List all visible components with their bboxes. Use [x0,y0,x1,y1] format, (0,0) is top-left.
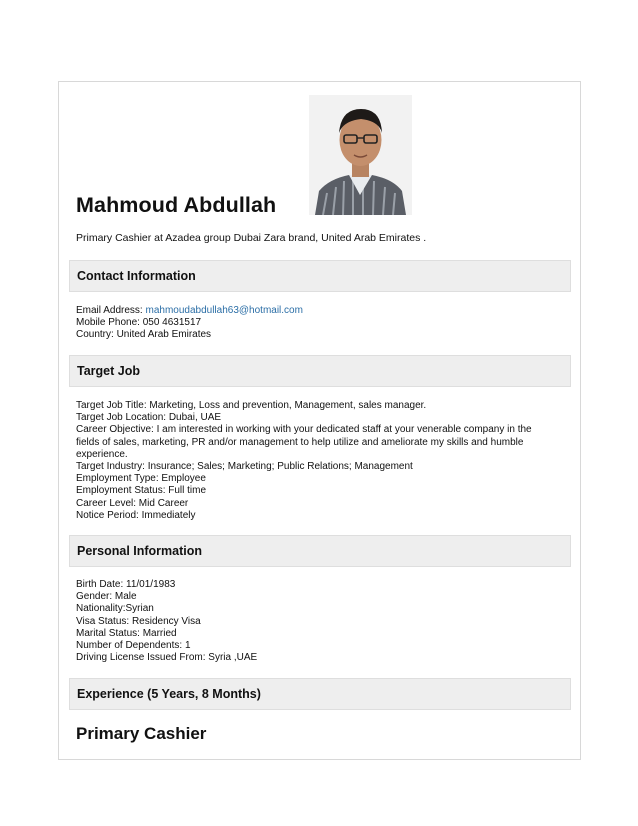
target-job-line: Notice Period: Immediately [76,509,196,521]
target-job-line: Target Industry: Insurance; Sales; Marketing; Public Relations; Management [76,461,413,473]
email-link[interactable]: mahmoudabdullah63@hotmail.com [145,305,303,316]
target-job-line: Target Job Title: Marketing, Loss and prevention, Management, sales manager. [76,400,427,411]
section-header-target-job [69,355,571,387]
country-row: Country: United Arab Emirates [76,329,212,341]
personal-line: Marital Status: Married [76,627,177,639]
target-job-line: Employment Status: Full time [76,485,207,497]
candidate-headline: Primary Cashier at Azadea group Dubai Zara brand, United Arab Emirates . [76,232,427,244]
resume-page [58,81,581,760]
email-label: Email Address: [76,305,143,316]
target-job-line: Career Objective: I am interested in working with your dedicated staff at your venerable company in the fields of sales, marketing, PR and/or management to help utilize and ameliorate my skills and humble experience. [76,424,532,460]
target-job-line: Employment Type: Employee [76,473,206,485]
personal-line: Visa Status: Residency Visa [76,615,201,627]
section-header-experience [69,678,571,710]
personal-line: Nationality:Syrian [76,603,154,615]
personal-line: Number of Dependents: 1 [76,640,191,652]
target-job-line: Career Level: Mid Career [76,497,189,509]
contact-details [76,305,556,342]
section-title: Target Job [77,364,140,378]
section-title: Contact Information [77,269,196,283]
profile-photo [309,95,412,215]
section-header-personal [69,535,571,567]
personal-line: Birth Date: 11/01/1983 [76,579,176,590]
target-job-line: Target Job Location: Dubai, UAE [76,412,222,424]
personal-line: Gender: Male [76,591,137,603]
target-job-details [76,400,556,522]
section-header-contact [69,260,571,292]
phone-row: Mobile Phone: 050 4631517 [76,317,202,329]
email-row [76,305,556,317]
personal-details [76,579,556,664]
personal-line: Driving License Issued From: Syria ,UAE [76,652,258,664]
candidate-name: Mahmoud Abdullah [76,193,277,217]
job-title: Primary Cashier [76,724,207,743]
section-title: Personal Information [77,544,203,558]
section-title: Experience (5 Years, 8 Months) [77,687,261,701]
person-portrait-icon [309,95,412,215]
